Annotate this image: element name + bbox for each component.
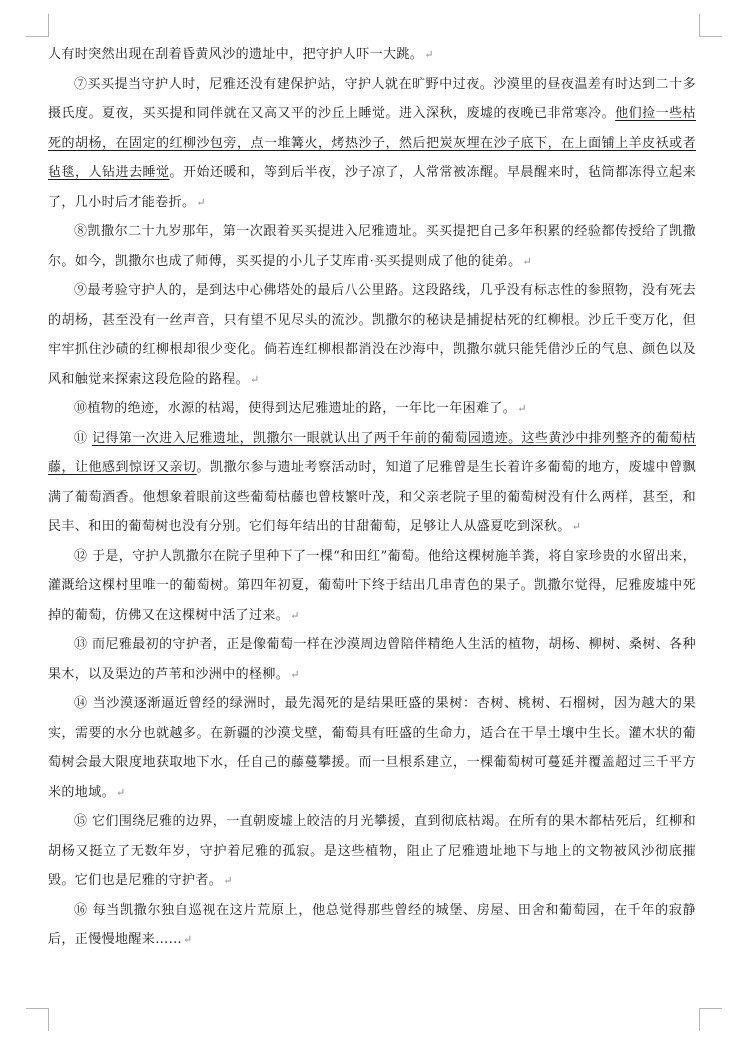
paragraph-text: ⑦买买提当守护人时，尼雅还没有建保护站，守护人就在旷野中过夜。沙漠里的昼夜温差有时达到二十多摄氏度。夏夜，买买提和同伴就在又高又平的沙丘上睡觉。进入深秋，废墟的夜晚已非常寒冷。 [48,76,696,121]
paragraph-text: ⑬ 而尼雅最初的守护者，正是像葡萄一样在沙漠周边曾陪伴精绝人生活的植物，胡杨、柳树、桑树、各种果木，以及渠边的芦苇和沙洲中的柽柳。 [48,637,696,682]
paragraph-mark-icon: ↵ [196,195,207,209]
paragraph-text: ⑯ 每当凯撒尔独自巡视在这片荒原上，他总觉得那些曾经的城堡、房屋、田舍和葡萄园，在千年的寂静后，正慢慢地醒来…… [48,902,696,947]
paragraph-text: ⑫ 于是，守护人凯撒尔在院子里种下了一棵“和田红”葡萄。他给这棵树施羊粪，将自家珍贵的水留出来，灌溉给这棵村里唯一的葡萄树。第四年初夏，葡萄叶下终于结出几串青色的果子。凯撒尔觉得，尼雅废墟中死掉的葡萄，仿佛又在这棵树中活了过来。 [48,548,696,623]
paragraph-text: 。凯撒尔参与遗址考察活动时，知道了尼雅曾是生长着许多葡萄的地方，废墟中曾飘满了葡萄酒香。他想象着眼前这些葡萄枯藤也曾枝繁叶茂，和父亲老院子里的葡萄树没有什么两样，甚至，和民丰、和田的葡萄树也没有分别。它们每年结出的甘甜葡萄，足够让人从盛夏吃到深秋。 [48,460,696,534]
paragraph-mark-icon: ↵ [517,402,527,415]
paragraph-p13 [48,630,696,689]
paragraph-p9 [48,276,696,394]
paragraph-mark-icon: ↵ [290,667,300,681]
underlined-text: 他们捡一些枯死的胡杨，在固定的红柳沙包旁，点一堆篝火，烤热沙子，然后把炭灰埋在沙子底下，在上面铺上羊皮袄或者毡毯，人钻进去睡觉 [48,106,696,180]
paragraph-text: ⑧凯撒尔二十九岁那年，第一次跟着买买提进入尼雅遗址。买买提把自己多年积累的经验都传授给了凯撒尔。如今，凯撒尔也成了师傅，买买提的小儿子艾库甫·买买提则成了他的徒弟。 [48,224,696,269]
paragraph-text: 。开始还暖和，等到后半夜，沙子凉了，人常常被冻醒。早晨醒来时，毡筒都冻得立起来了，几小时后才能卷折。 [48,165,696,210]
paragraph-mark-icon: ↵ [571,520,582,533]
paragraph-mark-icon: ↵ [223,874,233,887]
page-corner-mark-bottom-right [699,1008,722,1031]
paragraph-text: ⑭ 当沙漠逐渐逼近曾经的绿洲时，最先渴死的是结果旺盛的果树：杏树、桃树、石榴树，因为越大的果实，需要的水分也就越多。在新疆的沙漠戈壁，葡萄具有旺盛的生命力，适合在干旱土壤中生长。灌木状的葡萄树会最大限度地获取地下水，任自己的藤蔓攀援。而一旦根系建立，一棵葡萄树可蔓延并覆盖超过三千平方米的地域。 [48,696,696,800]
paragraph-p0 [48,40,696,70]
paragraph-mark-icon: ↵ [116,785,126,799]
paragraph-text: 人有时突然出现在刮着昏黄风沙的遗址中，把守护人吓一大跳。 [48,47,424,62]
paragraph-p7 [48,70,696,218]
paragraph-mark-icon: ↵ [424,48,434,61]
paragraph-text: ⑨最考验守护人的，是到达中心佛塔处的最后八公里路。这段路线，几乎没有标志性的参照物，没有死去的胡杨，甚至没有一丝声音，只有望不见尽头的流沙。凯撒尔的秘诀是捕捉枯死的红柳根。沙丘千变万化，但牢牢抓住沙碛的红柳根却很少变化。倘若连红柳根都消没在沙海中，凯撒尔就只能凭借沙丘的气息、颜色以及风和触觉来探索这段危险的路程。 [48,283,696,387]
paragraph-mark-icon: ↵ [522,254,533,268]
paragraph-p14 [48,689,696,807]
paragraph-text: ⑩植物的绝迹，水源的枯竭，使得到达尼雅遗址的路，一年比一年困难了。 [74,401,517,416]
page-corner-mark-top-left [26,14,49,37]
paragraph-mark-icon: ↵ [290,608,300,622]
page-corner-mark-top-right [699,14,722,37]
paragraph-p11 [48,424,696,542]
underlined-text: 记得第一次进入尼雅遗址，凯撒尔一眼就认出了两千年前的葡萄园遗迹。这些黄沙中排列整齐的葡萄枯藤，让他感到惊讶又亲切 [48,430,696,475]
paragraph-text: ⑮ 它们围绕尼雅的边界，一直朝废墟上皎洁的月光攀援，直到彻底枯竭。在所有的果木都枯死后，红柳和胡杨又挺立了无数年岁，守护着尼雅的孤寂。是这些植物，阻止了尼雅遗址地下与地上的文物被风沙彻底摧毁。它们也是尼雅的守护者。 [48,814,696,888]
paragraph-p10 [48,394,696,424]
paragraph-mark-icon: ↵ [250,372,260,386]
paragraph-p15 [48,807,696,896]
paragraph-mark-icon: ↵ [183,933,193,946]
paragraph-p8 [48,217,696,276]
paragraph-p12 [48,542,696,631]
paragraph-text: ⑪ [74,430,92,446]
document-body[interactable] [48,40,696,955]
page-corner-mark-bottom-left [26,1008,49,1031]
paragraph-p16 [48,896,696,955]
